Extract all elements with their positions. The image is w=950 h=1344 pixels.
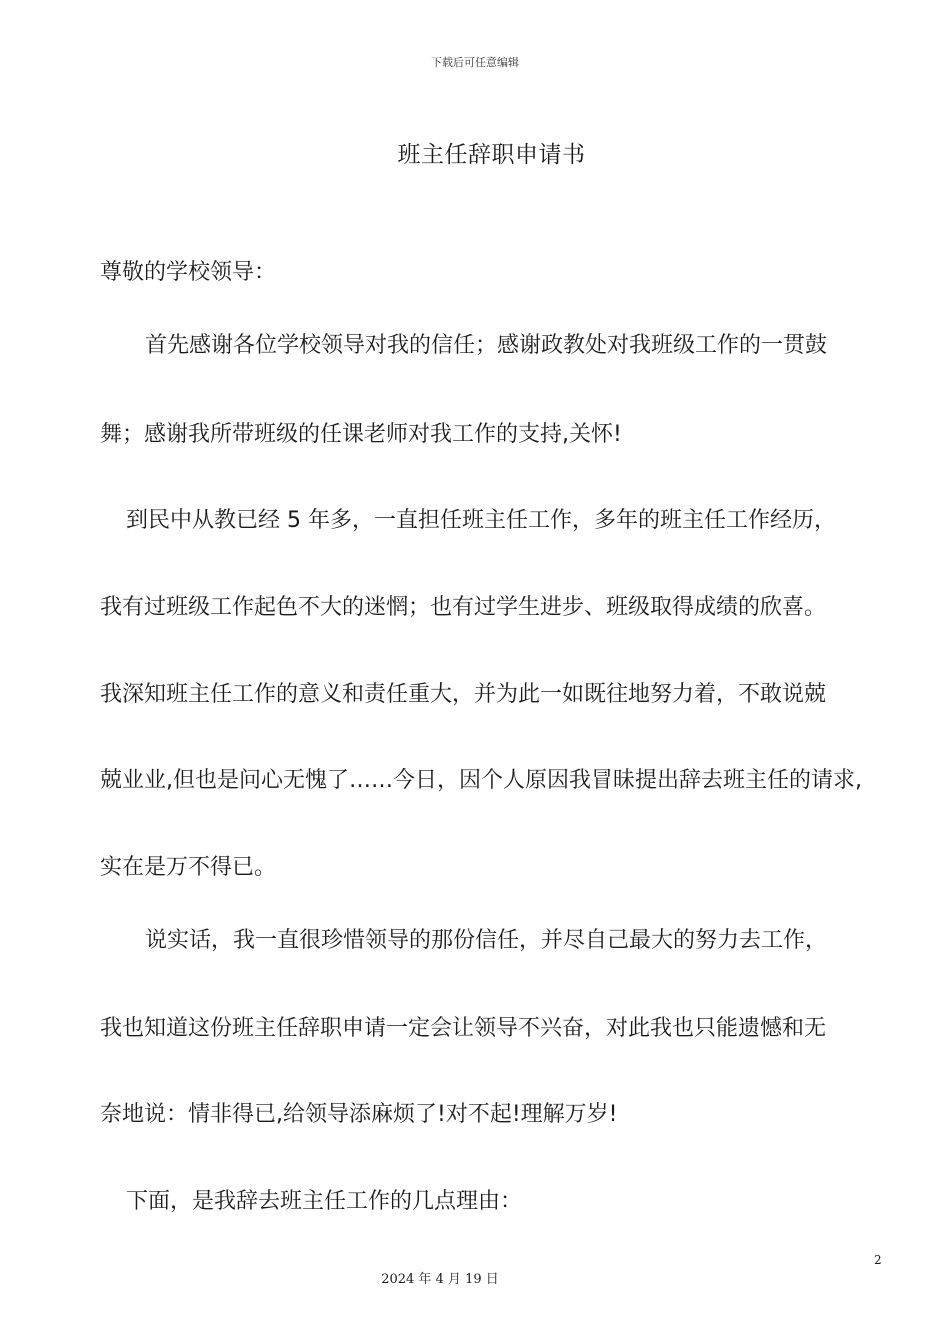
body-line: 下面，是我辞去班主任工作的几点理由： <box>126 1189 523 1214</box>
salutation-line: 尊敬的学校领导： <box>100 260 277 285</box>
body-line: 我也知道这份班主任辞职申请一定会让领导不兴奋，对此我也只能遗憾和无 <box>100 1016 827 1041</box>
body-line: 奈地说：情非得已,给领导添麻烦了!对不起!理解万岁! <box>100 1102 618 1127</box>
header-note: 下载后可任意编辑 <box>431 56 519 69</box>
body-line: 兢业业,但也是问心无愧了……今日，因个人原因我冒昧提出辞去班主任的请求, <box>100 768 862 793</box>
body-line: 到民中从教已经 5 年多，一直担任班主任工作，多年的班主任工作经历， <box>126 508 836 533</box>
footer-date: 2024 年 4 月 19 日 <box>381 1272 499 1287</box>
page-number: 2 <box>874 1253 882 1267</box>
body-line: 我深知班主任工作的意义和责任重大，并为此一如既往地努力着，不敢说兢 <box>100 682 827 707</box>
body-line: 实在是万不得已。 <box>100 855 277 880</box>
document-title: 班主任辞职申请书 <box>397 142 586 168</box>
body-line: 首先感谢各位学校领导对我的信任；感谢政教处对我班级工作的一贯鼓 <box>145 333 828 358</box>
body-line: 我有过班级工作起色不大的迷惘；也有过学生进步、班级取得成绩的欣喜。 <box>100 595 827 620</box>
body-line: 说实话，我一直很珍惜领导的那份信任，并尽自己最大的努力去工作， <box>145 928 828 953</box>
body-line: 舞；感谢我所带班级的任课老师对我工作的支持,关怀! <box>100 422 622 447</box>
